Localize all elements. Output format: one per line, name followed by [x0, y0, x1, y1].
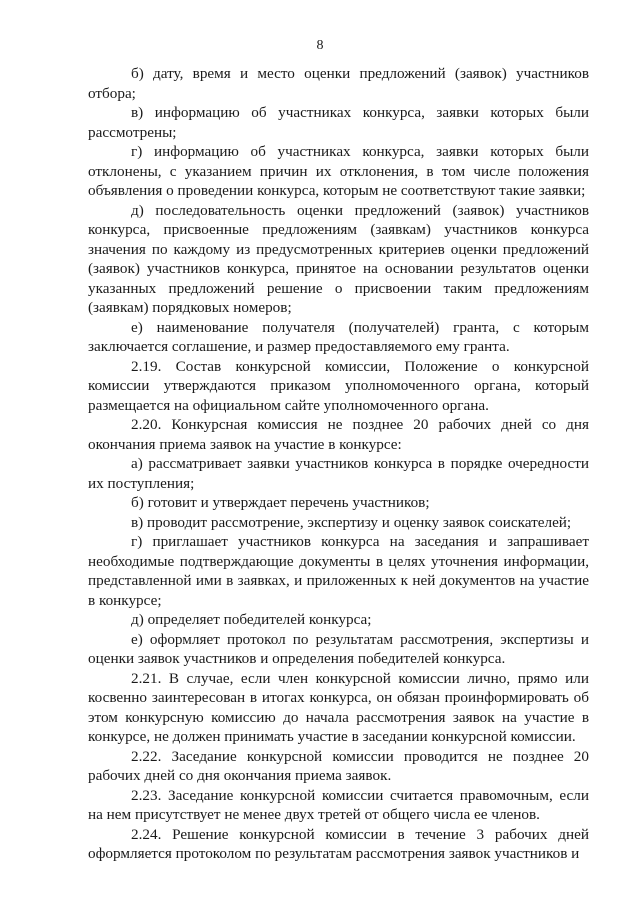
clause-2-22: 2.22. Заседание конкурсной комиссии проводится не позднее 20 рабочих дней со дня окончания приема заявок. — [88, 747, 589, 784]
clause-2-20-b: б) готовит и утверждает перечень участников; — [131, 494, 430, 511]
clause-2-19: 2.19. Состав конкурсной комиссии, Положение о конкурсной комиссии утверждаются приказом уполномоченного органа, который размещается на официальном сайте уполномоченного органа. — [88, 357, 589, 414]
document-body — [88, 64, 589, 864]
clause-2-20: 2.20. Конкурсная комиссия не позднее 20 рабочих дней со дня окончания приема заявок на участие в конкурсе: — [88, 416, 589, 453]
clause-2-20-g: г) приглашает участников конкурса на заседания и запрашивает необходимые подтверждающие документы в целях уточнения информации, представленной ими в заявках, и приложенных к ней документов на участие в конкурсе; — [88, 533, 589, 609]
page-number: 8 — [316, 38, 324, 53]
paragraph-b-evaluation-date: б) дату, время и место оценки предложений (заявок) участников отбора; — [88, 65, 589, 102]
paragraph-g-rejected-participants: г) информацию об участниках конкурса, заявки которых были отклонены, с указанием причин их отклонения, в том числе положения объявления о проведении конкурса, которым не соответствуют такие заявки; — [88, 143, 589, 199]
clause-2-20-v: в) проводит рассмотрение, экспертизу и оценку заявок соискателей; — [131, 513, 572, 531]
paragraph-d-evaluation-sequence: д) последовательность оценки предложений (заявок) участников конкурса, присвоенные предложениям (заявкам) участников конкурса значения по каждому из предусмотренных критериев оценки предложений (заявок) участников конкурса, принятое на основании результатов оценки указанных предложений решение о присвоении таким предложениям (заявкам) порядковых номеров; — [88, 201, 589, 316]
paragraph-e-grant-recipient: е) наименование получателя (получателей) гранта, с которым заключается соглашение, и размер предоставляемого ему гранта. — [88, 318, 589, 355]
clause-2-20-a: а) рассматривает заявки участников конкурса в порядке очередности их поступления; — [88, 455, 589, 492]
paragraph-v-reviewed-participants: в) информацию об участниках конкурса, заявки которых были рассмотрены; — [88, 104, 589, 141]
clause-2-20-d: д) определяет победителей конкурса; — [131, 611, 372, 628]
clause-2-21: 2.21. В случае, если член конкурсной комиссии лично, прямо или косвенно заинтересован в итогах конкурса, он обязан проинформировать об этом конкурсную комиссию до начала рассмотрения заявок на участие в конкурсе, не должен принимать участие в заседании конкурсной комиссии. — [88, 669, 589, 745]
clause-2-24: 2.24. Решение конкурсной комиссии в течение 3 рабочих дней оформляется протоколом по результатам рассмотрения заявок участников и — [88, 825, 589, 862]
clause-2-20-e: е) оформляет протокол по результатам рассмотрения, экспертизы и оценки заявок участников и определения победителей конкурса. — [88, 630, 589, 667]
clause-2-23: 2.23. Заседание конкурсной комиссии считается правомочным, если на нем присутствует не менее двух третей от общего числа ее членов. — [88, 786, 589, 823]
